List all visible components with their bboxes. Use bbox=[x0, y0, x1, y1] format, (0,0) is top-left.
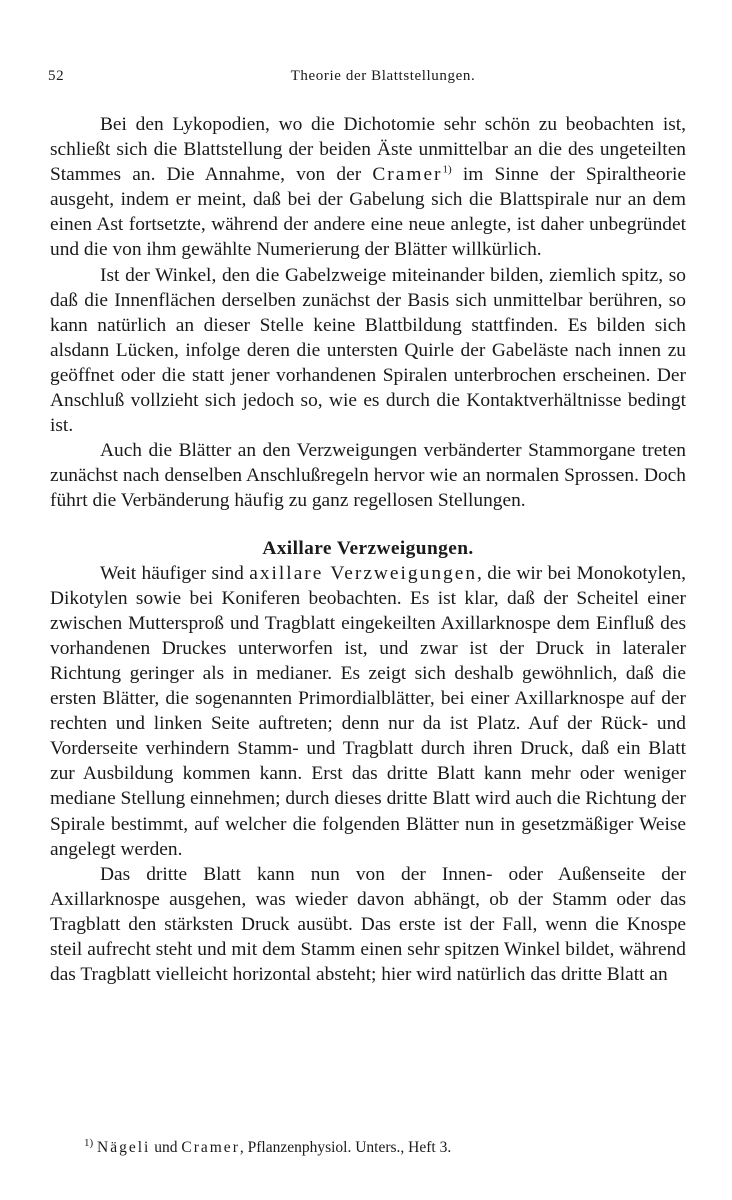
paragraph-drittes-blatt: Das dritte Blatt kann nun von der Innen- oder Außenseite der Axillarknospe ausgehen, was wieder davon abhängt, ob der Stamm oder das Tragblatt den stärksten Druck ausübt. Das erste ist der Fall, wenn die Knospe steil aufrecht steht und mit dem Stamm einen sehr spitzen Winkel bildet, während das Tragblatt vielleicht horizontal absteht; hier wird natürlich das dritte Blatt an bbox=[50, 863, 686, 986]
author-name: Cramer bbox=[372, 164, 443, 186]
footnote-reference: 1) bbox=[442, 163, 452, 176]
paragraph-gabelzweige: Ist der Winkel, den die Gabelzweige miteinander bilden, ziemlich spitz, so daß die Innenflächen derselben zunächst der Basis sich unmittelbar berühren, so kann natürlich an dieser Stelle keine Blattbildung stattfinden. Es bilden sich alsdann Lücken, infolge deren die untersten Quirle der Gabeläste nach innen zu geöffnet oder die statt jener vorhandenen Spiralen unterbrochen erscheinen. Der Anschluß vollzieht sich jedoch so, wie es durch die Kontaktverhältnisse bedingt ist. bbox=[50, 264, 686, 437]
emphasized-term: axillare Verzweigungen bbox=[249, 562, 478, 584]
footnote-marker: 1) bbox=[84, 1136, 94, 1149]
paragraph-lykopodien bbox=[50, 112, 686, 263]
running-head bbox=[48, 68, 688, 90]
paragraph-axillare bbox=[50, 561, 686, 862]
footnote-text: und bbox=[150, 1139, 182, 1156]
page-number: 52 bbox=[48, 68, 65, 84]
paragraph-text: , die wir bei Monokotylen, Dikotylen sowie bei Koniferen beobachten. Es ist klar, daß der Scheitel einer zwischen Muttersproß und Tragblatt eingekeilten Axillarknospe dem Einfluß des vorhandenen Druckes unterworfen ist, und zwar ist der Druck in lateraler Richtung geringer als in medianer. Es zeigt sich deshalb gewöhnlich, daß die ersten Blätter, die sogenannten Primordialblätter, bei einer Axillarknospe auf der rechten und linken Seite auftreten; denn nur da ist Platz. Auf der Rück- und Vorderseite verhindern Stamm- und Tragblatt durch ihren Druck, daß ein Blatt zur Ausbildung kommen kann. Erst das dritte Blatt kann mehr oder weniger mediane Stellung einnehmen; durch dieses dritte Blatt wird auch die Richtung der Spirale bestimmt, auf welcher die folgenden Blätter nun in gesetzmäßiger Weise angelegt werden. bbox=[50, 562, 686, 860]
body-text bbox=[50, 112, 686, 987]
paragraph-verbaenderung: Auch die Blätter an den Verzweigungen verbänderter Stammorgane treten zunächst nach denselben Anschlußregeln hervor wie an normalen Sprossen. Doch führt die Verbänderung häufig zu ganz regellosen Stellungen. bbox=[50, 440, 686, 512]
footnote-text: , Pflanzenphysiol. Unters., Heft 3. bbox=[239, 1139, 452, 1156]
paragraph-text: Weit häufiger sind bbox=[100, 562, 250, 584]
paragraph-text: im Sinne der Spiraltheorie ausgeht, indem er meint, daß bei der Gabelung sich die Blattspirale nur an dem einen Ast fortsetzte, während der andere eine neue anlegte, ist daher unbegründet und die von ihm gewählte Numerierung der Blätter willkürlich. bbox=[50, 164, 686, 261]
footnote bbox=[84, 1138, 684, 1158]
running-title: Theorie der Blattstellungen. bbox=[290, 68, 476, 84]
section-heading: Axillare Verzweigungen. bbox=[262, 537, 474, 559]
paragraph-text: Bei den Lykopodien, wo die Dichotomie sehr schön zu beobachten ist, schließt sich die Blattstellung der beiden Äste unmittelbar an die des ungeteilten Stammes an. Die Annahme, von der bbox=[50, 114, 686, 186]
footnote-author-2: Cramer bbox=[181, 1139, 240, 1156]
footnote-author-1: Nägeli bbox=[97, 1139, 151, 1156]
